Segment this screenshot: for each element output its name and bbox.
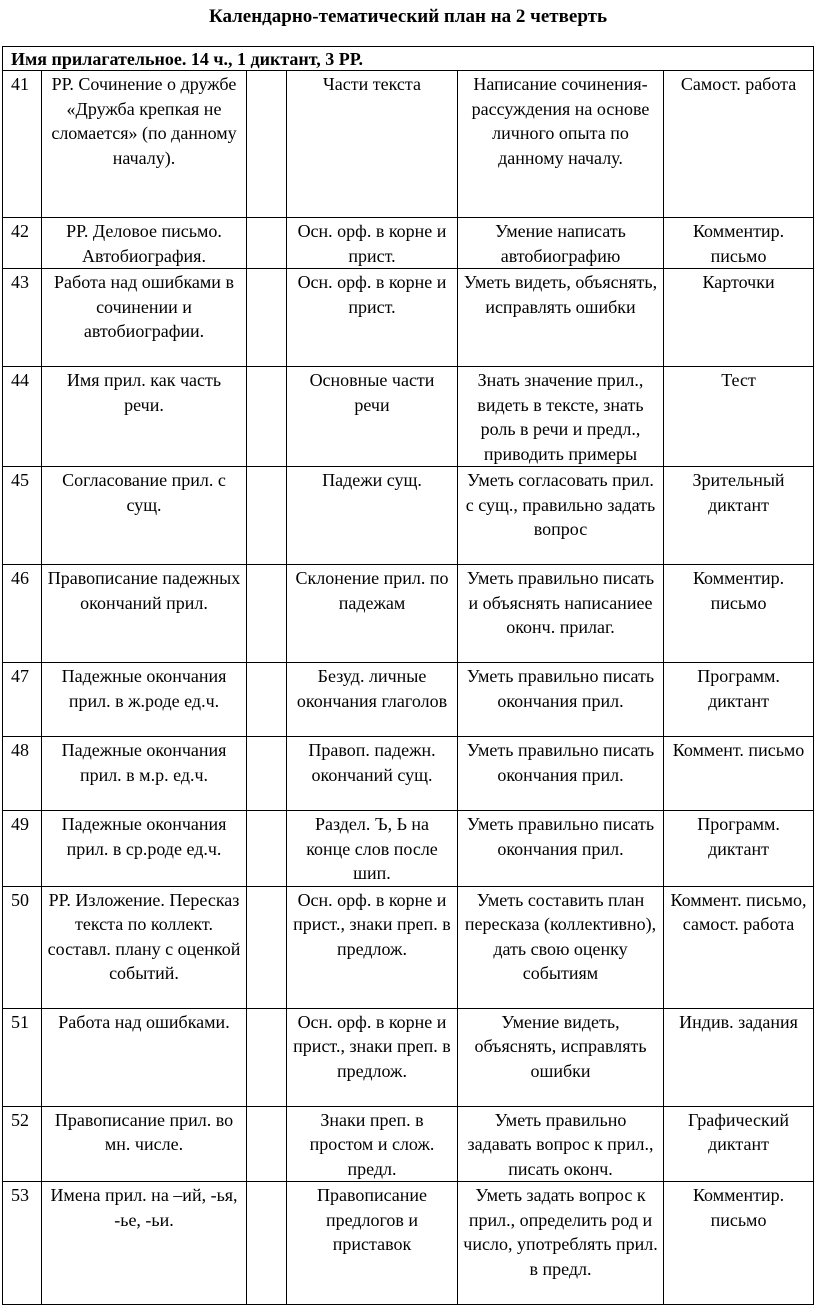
lesson-number-cell: 53 — [3, 1182, 42, 1305]
table-row — [3, 1182, 814, 1305]
control-form-cell: Программ. диктант — [664, 811, 814, 887]
empty-cell — [247, 269, 287, 367]
empty-cell — [247, 886, 287, 1008]
basics-cell: Правоп. падежн. окончаний сущ. — [287, 737, 458, 811]
skills-cell: Умение видеть, объяснять, исправлять ошибки — [458, 1008, 664, 1106]
lesson-number-cell: 49 — [3, 811, 42, 887]
lesson-topic-cell: Правописание падежных окончаний прил. — [42, 565, 247, 663]
lesson-topic-cell: Падежные окончания прил. в ср.роде ед.ч. — [42, 811, 247, 887]
lesson-number-cell: 41 — [3, 71, 42, 218]
section-header: Имя прилагательное. 14 ч., 1 диктант, 3 РР. — [3, 47, 814, 71]
plan-table — [2, 46, 814, 1305]
control-form-cell: Индив. задания — [664, 1008, 814, 1106]
empty-cell — [247, 663, 287, 737]
empty-cell — [247, 737, 287, 811]
control-form-cell: Программ. диктант — [664, 663, 814, 737]
document-title: Календарно-тематический план на 2 четверть — [208, 6, 608, 27]
empty-cell — [247, 565, 287, 663]
empty-cell — [247, 218, 287, 269]
empty-cell — [247, 1106, 287, 1182]
lesson-number-cell: 45 — [3, 467, 42, 565]
lesson-number-cell: 46 — [3, 565, 42, 663]
lesson-number-cell: 44 — [3, 367, 42, 467]
control-form-cell: Комментир. письмо — [664, 218, 814, 269]
control-form-cell: Тест — [664, 367, 814, 467]
control-form-cell: Карточки — [664, 269, 814, 367]
control-form-cell: Самост. работа — [664, 71, 814, 218]
skills-cell: Уметь согласовать прил. с сущ., правильно задать вопрос — [458, 467, 664, 565]
table-row — [3, 218, 814, 269]
skills-cell: Знать значение прил., видеть в тексте, знать роль в речи и предл., приводить примеры — [458, 367, 664, 467]
basics-cell: Раздел. Ъ, Ь на конце слов после шип. — [287, 811, 458, 887]
basics-cell: Осн. орф. в корне и прист. — [287, 218, 458, 269]
table-row — [3, 71, 814, 218]
basics-cell: Осн. орф. в корне и прист., знаки преп. в предлож. — [287, 1008, 458, 1106]
empty-cell — [247, 811, 287, 887]
control-form-cell: Комментир. письмо — [664, 1182, 814, 1305]
empty-cell — [247, 367, 287, 467]
table-row — [3, 1008, 814, 1106]
skills-cell: Уметь правильно писать окончания прил. — [458, 737, 664, 811]
empty-cell — [247, 1182, 287, 1305]
control-form-cell: Коммент. письмо, самост. работа — [664, 886, 814, 1008]
empty-cell — [247, 1008, 287, 1106]
control-form-cell: Коммент. письмо — [664, 737, 814, 811]
skills-cell: Уметь правильно писать окончания прил. — [458, 663, 664, 737]
control-form-cell: Комментир. письмо — [664, 565, 814, 663]
table-row — [3, 663, 814, 737]
table-row — [3, 1106, 814, 1182]
table-row — [3, 565, 814, 663]
lesson-topic-cell: Работа над ошибками в сочинении и автобиографии. — [42, 269, 247, 367]
basics-cell: Знаки преп. в простом и слож. предл. — [287, 1106, 458, 1182]
table-row — [3, 367, 814, 467]
control-form-cell: Графический диктант — [664, 1106, 814, 1182]
basics-cell: Безуд. личные окончания глаголов — [287, 663, 458, 737]
skills-cell: Написание сочинения-рассуждения на основе личного опыта по данному началу. — [458, 71, 664, 218]
table-row — [3, 269, 814, 367]
lesson-number-cell: 42 — [3, 218, 42, 269]
skills-cell: Умение написать автобиографию — [458, 218, 664, 269]
table-row — [3, 811, 814, 887]
plan-table-body — [3, 47, 814, 1305]
table-row — [3, 467, 814, 565]
basics-cell: Осн. орф. в корне и прист., знаки преп. в предлож. — [287, 886, 458, 1008]
empty-cell — [247, 467, 287, 565]
lesson-topic-cell: РР. Деловое письмо. Автобиография. — [42, 218, 247, 269]
lesson-topic-cell: Правописание прил. во мн. числе. — [42, 1106, 247, 1182]
table-row — [3, 737, 814, 811]
basics-cell: Падежи сущ. — [287, 467, 458, 565]
lesson-topic-cell: Падежные окончания прил. в м.р. ед.ч. — [42, 737, 247, 811]
lesson-number-cell: 43 — [3, 269, 42, 367]
lesson-topic-cell: Имена прил. на –ий, -ья, -ье, -ьи. — [42, 1182, 247, 1305]
basics-cell: Части текста — [287, 71, 458, 218]
table-row — [3, 886, 814, 1008]
empty-cell — [247, 71, 287, 218]
lesson-number-cell: 47 — [3, 663, 42, 737]
skills-cell: Уметь правильно писать и объяснять написаниее оконч. прилаг. — [458, 565, 664, 663]
lesson-topic-cell: РР. Изложение. Пересказ текста по коллект. составл. плану с оценкой событий. — [42, 886, 247, 1008]
control-form-cell: Зрительный диктант — [664, 467, 814, 565]
lesson-number-cell: 48 — [3, 737, 42, 811]
lesson-number-cell: 51 — [3, 1008, 42, 1106]
lesson-number-cell: 50 — [3, 886, 42, 1008]
lesson-topic-cell: РР. Сочинение о дружбе «Дружба крепкая не сломается» (по данному началу). — [42, 71, 247, 218]
lesson-topic-cell: Согласование прил. с сущ. — [42, 467, 247, 565]
lesson-topic-cell: Падежные окончания прил. в ж.роде ед.ч. — [42, 663, 247, 737]
skills-cell: Уметь задать вопрос к прил., определить род и число, употреблять прил. в предл. — [458, 1182, 664, 1305]
lesson-topic-cell: Имя прил. как часть речи. — [42, 367, 247, 467]
skills-cell: Уметь правильно писать окончания прил. — [458, 811, 664, 887]
lesson-number-cell: 52 — [3, 1106, 42, 1182]
basics-cell: Склонение прил. по падежам — [287, 565, 458, 663]
skills-cell: Уметь составить план пересказа (коллективно), дать свою оценку событиям — [458, 886, 664, 1008]
basics-cell: Осн. орф. в корне и прист. — [287, 269, 458, 367]
section-row — [3, 47, 814, 71]
skills-cell: Уметь правильно задавать вопрос к прил., писать оконч. — [458, 1106, 664, 1182]
lesson-topic-cell: Работа над ошибками. — [42, 1008, 247, 1106]
basics-cell: Правописание предлогов и приставок — [287, 1182, 458, 1305]
skills-cell: Уметь видеть, объяснять, исправлять ошибки — [458, 269, 664, 367]
basics-cell: Основные части речи — [287, 367, 458, 467]
